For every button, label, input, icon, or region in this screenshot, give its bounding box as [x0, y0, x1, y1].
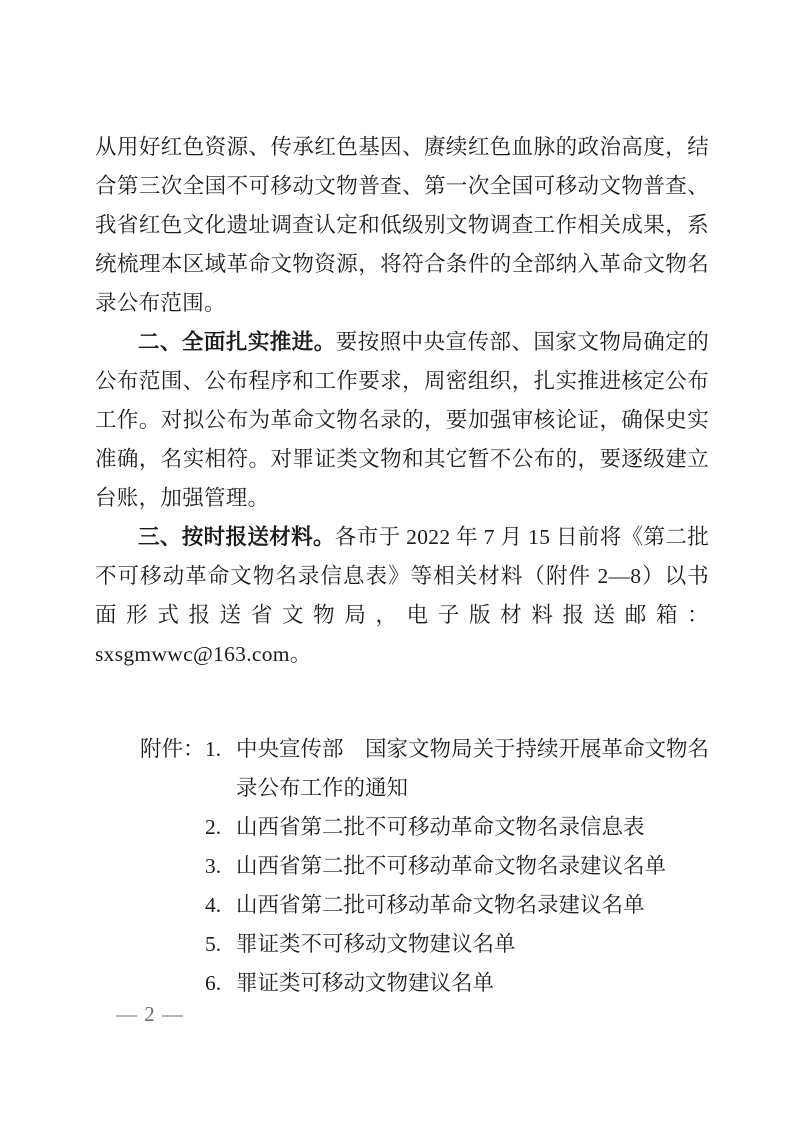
body-paragraph-section-2 — [95, 323, 709, 518]
paragraph-text: 从用好红色资源、传承红色基因、赓续红色血脉的政治高度，结合第三次全国不可移动文物普查、第一次全国可移动文物普查、我省红色文化遗址调查认定和低级别文物调查工作相关成果，系统梳理本区域革命文物资源，将符合条件的全部纳入革命文物名录公布范围。 — [95, 135, 709, 315]
attachment-title: 罪证类不可移动文物建议名单 — [236, 932, 516, 956]
attachment-list — [140, 730, 709, 1003]
body-paragraph-section-3 — [95, 518, 709, 674]
attachment-item — [140, 730, 709, 808]
attachment-title: 山西省第二批不可移动革命文物名录信息表 — [236, 815, 645, 839]
attachment-number: 4. — [205, 893, 222, 917]
attachment-item — [140, 964, 709, 1003]
attachment-item — [140, 808, 709, 847]
attachment-number: 1. — [205, 737, 222, 761]
attachment-number: 2. — [205, 815, 222, 839]
attachment-title: 山西省第二批可移动革命文物名录建议名单 — [236, 893, 645, 917]
page-number-label: — 2 — — [116, 1002, 184, 1026]
attachment-title: 山西省第二批不可移动革命文物名录建议名单 — [236, 854, 667, 878]
attachment-item — [140, 925, 709, 964]
attachment-item — [140, 886, 709, 925]
paragraph-text: 要按照中央宣传部、国家文物局确定的公布范围、公布程序和工作要求，周密组织，扎实推进核定公布工作。对拟公布为革命文物名录的，要加强审核论证，确保史实准确，名实相符。对罪证类文物和其它暂不公布的，要逐级建立台账，加强管理。 — [95, 330, 710, 510]
body-paragraph-continued — [95, 128, 709, 323]
attachment-number: 5. — [205, 932, 222, 956]
attachment-title: 罪证类可移动文物建议名单 — [236, 971, 495, 995]
attachment-number: 3. — [205, 854, 222, 878]
attachment-number: 6. — [205, 971, 222, 995]
attachment-title: 中央宣传部 国家文物局关于持续开展革命文物名录公布工作的通知 — [236, 737, 710, 800]
paragraph-text: 各市于 2022 年 7 月 15 日前将《第二批不可移动革命文物名录信息表》等相关材料（附件 2—8）以书面形式报送省文物局，电子版材料报送邮箱：sxsgmwwc@163.com。 — [95, 525, 709, 666]
section-heading: 二、全面扎实推进。 — [138, 330, 336, 354]
attachment-item — [140, 847, 709, 886]
section-heading: 三、按时报送材料。 — [138, 525, 335, 549]
document-body — [95, 128, 709, 1003]
attachment-label: 附件： — [140, 737, 205, 761]
page-number — [116, 1002, 184, 1027]
